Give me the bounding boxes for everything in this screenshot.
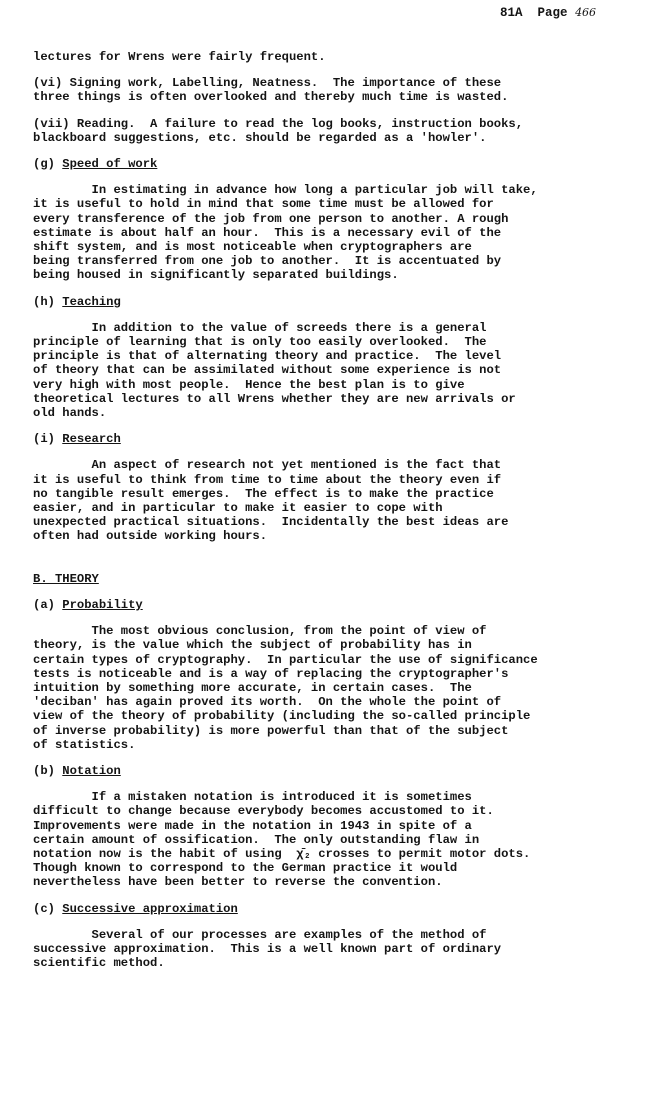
paragraph: (vii) Reading. A failure to read the log books, instruction books, blackboard suggestions, etc. should be regarded as a 'howler'. — [33, 116, 524, 145]
section-heading — [33, 432, 633, 446]
paragraph: In addition to the value of screeds there is a general principle of learning that is only too easily overlooked. The principle is that of alternating theory and practice. The level of theory that can be assimilated without some experience is not very high with most people. Hence the best plan is to give theoretical lectures to all Wrens whether they are new arrivals or old hands. — [33, 320, 516, 421]
section-number: 81A — [500, 6, 523, 20]
paragraph: Several of our processes are examples of the method of successive approximation. This is a well known part of ordinary scientific method. — [33, 927, 502, 971]
section-heading — [33, 295, 633, 309]
page-label: Page — [537, 6, 568, 20]
paragraph: (vi) Signing work, Labelling, Neatness. The importance of these three things is often overlooked and thereby much time is wasted. — [33, 76, 509, 105]
heading-title: Teaching — [62, 294, 121, 309]
heading-title: Probability — [62, 597, 143, 612]
heading-prefix: (b) — [33, 763, 63, 778]
heading-prefix: (g) — [33, 157, 63, 172]
paragraph: The most obvious conclusion, from the point of view of theory, is the value which the subject of probability has in certain types of cryptography. In particular the use of significance tests is noticeable and is a way of replacing the cryptographer's intuition by something more accurate, in certain cases. The 'deciban' has again proved its worth. On the whole the point of view of the theory of probability (including the so-called principle of inverse probability) is more powerful than that of the subject of statistics. — [33, 624, 538, 752]
paragraph: An aspect of research not yet mentioned is the fact that it is useful to think from time to time about the theory even if no tangible result emerges. The effect is to make the practice easier, and in particular to make it easier to cope with unexpected practical situations. Incidentally the best ideas are often had outside working hours. — [33, 458, 509, 544]
section-heading — [33, 764, 633, 778]
heading-prefix: (a) — [33, 597, 63, 612]
paragraph: lectures for Wrens were fairly frequent. — [33, 50, 326, 64]
heading-prefix: (i) — [33, 432, 63, 447]
heading-title: Notation — [62, 763, 121, 778]
heading-title: B. THEORY — [33, 571, 99, 586]
heading-prefix: (c) — [33, 901, 63, 916]
section-heading — [33, 598, 633, 612]
major-section-heading — [33, 572, 633, 586]
paragraph: In estimating in advance how long a particular job will take, it is useful to hold in mind that some time must be allowed for every transference of the job from one person to another. A rough estimate is about half an hour. This is a necessary evil of the shift system, and is most noticeable when cryptographers are being transferred from one job to another. It is accentuated by being housed in significantly separated buildings. — [33, 183, 538, 283]
page-number: 466 — [575, 6, 597, 19]
section-heading — [33, 157, 633, 171]
heading-prefix: (h) — [33, 294, 63, 309]
section-heading — [33, 902, 633, 916]
heading-title: Speed of work — [62, 157, 158, 172]
document-body — [33, 50, 633, 970]
paragraph: If a mistaken notation is introduced it is sometimes difficult to change because everybody becomes accustomed to it. Improvements were made in the notation in 1943 in spite of a certain amount of ossification. The only outstanding flaw in notation now is the habit of using χ̄₂ crosses to permit motor dots. Though known to correspond to the German practice it would nevertheless have been better to reverse the convention. — [33, 790, 531, 890]
heading-title: Research — [62, 432, 121, 447]
page-header — [500, 6, 640, 20]
heading-title: Successive approximation — [62, 901, 238, 916]
